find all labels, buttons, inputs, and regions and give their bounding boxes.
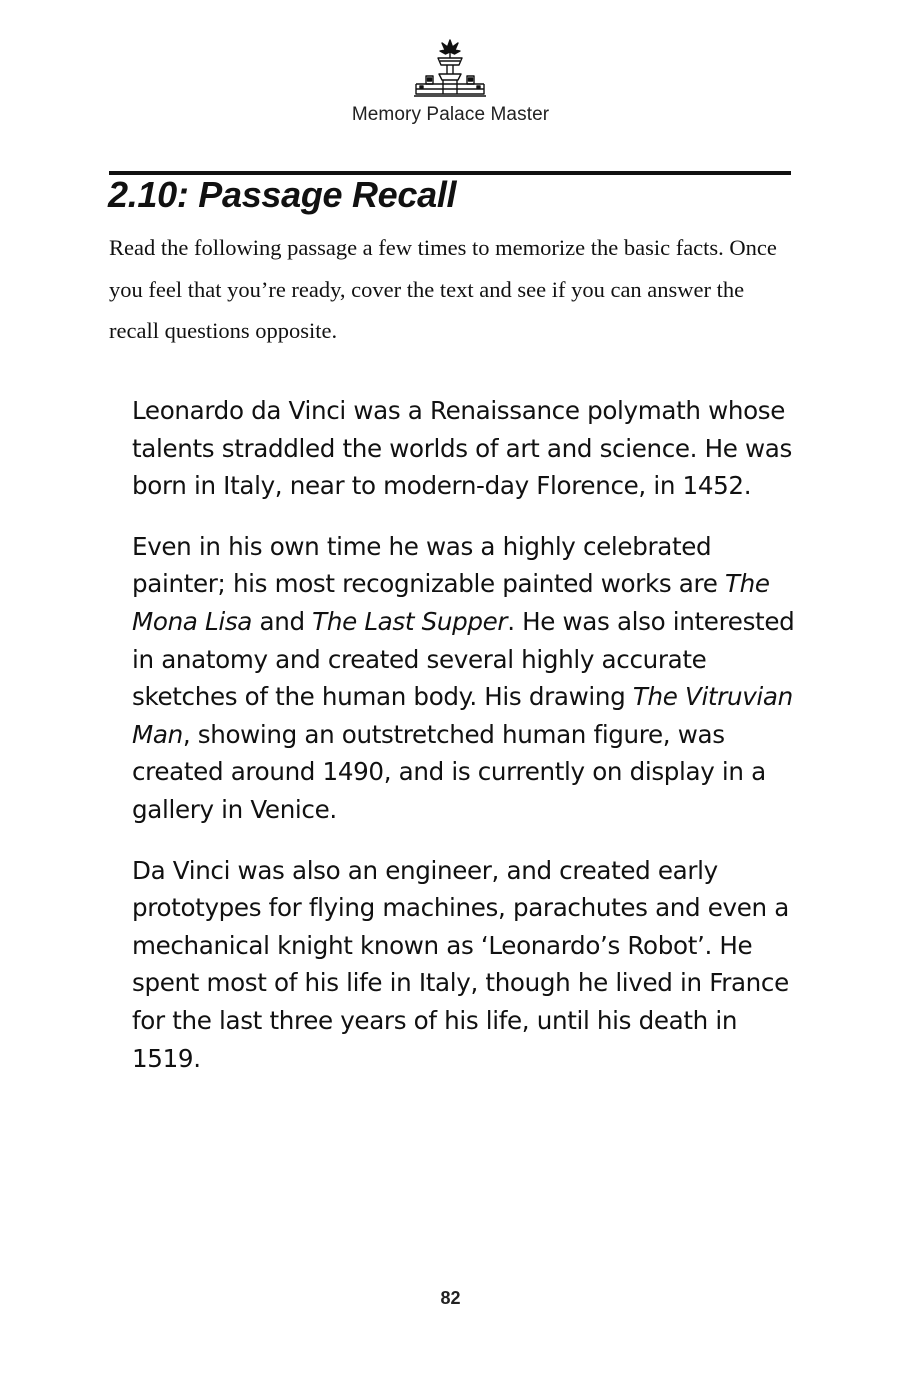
artwork-title: The Last Supper	[312, 606, 508, 636]
instructions-paragraph: Read the following passage a few times to memorize the basic facts. Once you feel that you’re ready, cover the text and see if you can answer the recall questions opposite.	[109, 235, 777, 343]
page-number: 82	[440, 1288, 461, 1308]
passage-text: . He was also interested in anatomy and created several highly accurate sketches of the human body. His drawing	[132, 606, 795, 712]
passage-paragraph-1: Leonardo da Vinci was a Renaissance polymath whose talents straddled the worlds of art and science. He was born in Italy, near to modern-day Florence, in 1452.	[132, 396, 792, 501]
passage-text: Even in his own time he was a highly celebrated painter; his most recognizable painted works are	[132, 531, 725, 599]
temple-fountain-icon	[414, 38, 486, 100]
passage-paragraph-2	[132, 528, 800, 829]
artwork-title: The Vitruvian Man	[132, 682, 793, 749]
recall-passage	[132, 392, 800, 1100]
section-title: 2.10: Passage Recall	[108, 174, 457, 215]
passage-text: and	[252, 606, 313, 636]
artwork-title: The Mona Lisa	[132, 569, 770, 636]
passage-text: , showing an outstretched human figure, was created around 1490, and is currently on display in a gallery in Venice.	[132, 719, 766, 824]
running-head: Memory Palace Master	[351, 104, 550, 125]
passage-paragraph-3: Da Vinci was also an engineer, and created early prototypes for flying machines, parachutes and even a mechanical knight known as ‘Leonardo’s Robot’. He spent most of his life in Italy, though he lived in France for the last three years of his life, until his death in 1519.	[132, 855, 789, 1073]
